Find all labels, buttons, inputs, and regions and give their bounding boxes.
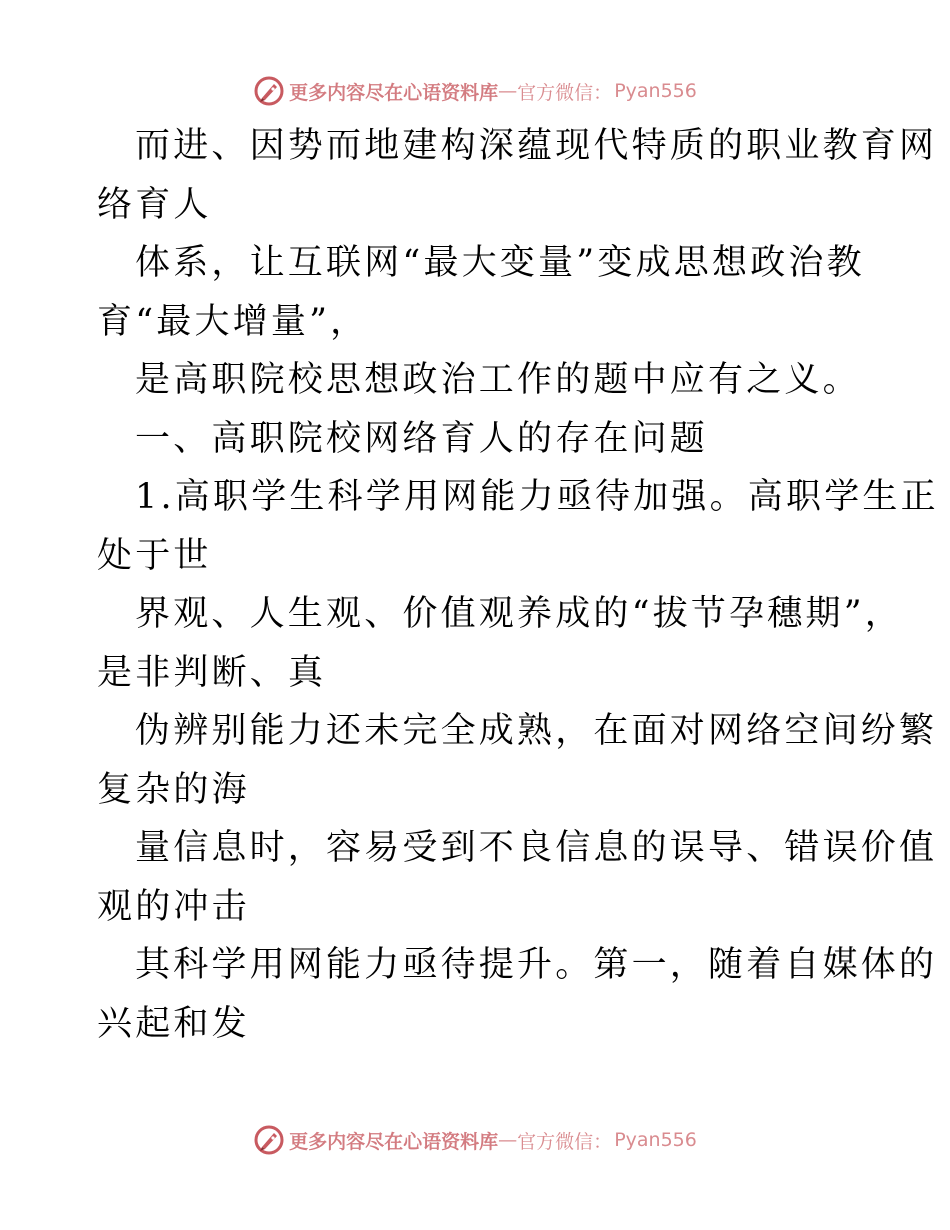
text-line: 兴起和发 xyxy=(97,1003,250,1044)
text-line: 1.高职学生科学用网能力亟待加强。高职学生正 xyxy=(135,477,939,517)
text-line: 观的冲击 xyxy=(97,886,250,927)
watermark-site-name: 更多内容尽在心语资料库 xyxy=(289,81,499,104)
text-line: 其科学用网能力亟待提升。第一，随着自媒体的 xyxy=(135,945,938,985)
text-line: 伪辨别能力还未完全成熟，在面对网络空间纷繁 xyxy=(135,711,938,751)
text-line: 体系，让互联网“最大变量”变成思想政治教 xyxy=(135,243,865,283)
watermark-dash: — xyxy=(498,80,518,102)
text-line: 是非判断、真 xyxy=(97,652,327,693)
text-line: 而进、因势而地建构深蕴现代特质的职业教育网 xyxy=(135,126,938,166)
watermark-wechat-label: 官方微信： xyxy=(517,81,613,104)
text-line: 界观、人生观、价值观养成的“拔节孕穗期”， xyxy=(135,594,903,634)
header-watermark xyxy=(0,71,950,111)
document-body xyxy=(97,117,939,1053)
text-line: 处于世 xyxy=(97,535,212,576)
fountain-pen-logo-icon xyxy=(253,1124,285,1156)
text-line: 育“最大增量”， xyxy=(97,301,369,342)
footer-watermark xyxy=(0,1120,950,1160)
watermark-site-name: 更多内容尽在心语资料库 xyxy=(289,1130,499,1153)
section-heading: 一、高职院校网络育人的存在问题 xyxy=(135,418,709,459)
text-line: 络育人 xyxy=(97,184,212,225)
text-line: 量信息时，容易受到不良信息的误导、错误价值 xyxy=(135,828,938,868)
watermark-dash: — xyxy=(498,1129,518,1151)
fountain-pen-logo-icon xyxy=(253,75,285,107)
text-line: 是高职院校思想政治工作的题中应有之义。 xyxy=(135,360,861,400)
watermark-wechat-id: Pyan556 xyxy=(614,1129,697,1151)
text-line: 复杂的海 xyxy=(97,769,250,810)
watermark-wechat-label: 官方微信： xyxy=(517,1130,613,1153)
watermark-wechat-id: Pyan556 xyxy=(614,80,697,102)
